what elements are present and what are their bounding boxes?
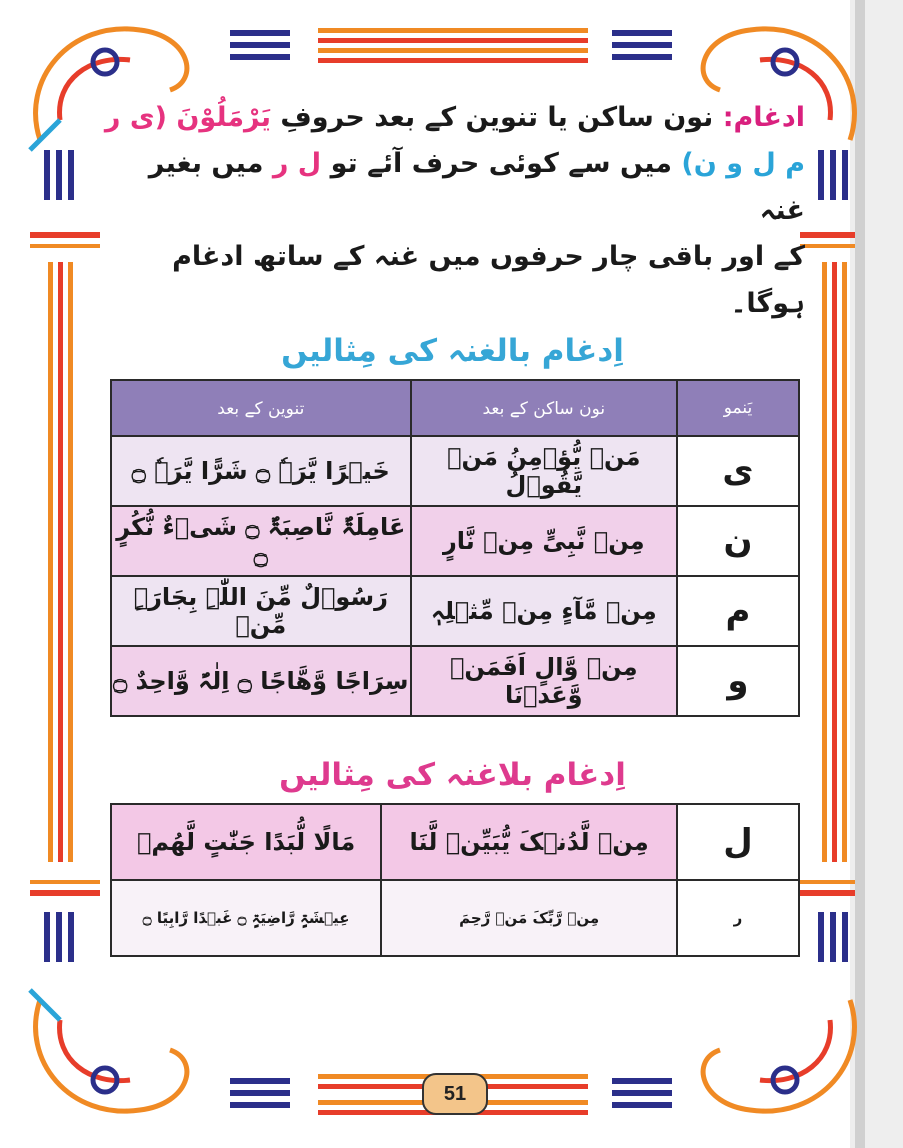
- header-tanween: تنوین کے بعد: [111, 380, 411, 436]
- right-vertical-border: [800, 150, 855, 962]
- definition-line-2: م ل و ن) میں سے کوئی حرف آئے تو ل ر میں بغیر غنہ: [148, 148, 805, 226]
- page-content: [100, 95, 805, 957]
- table-row: و مِنۡ وَّالٍ اَفَمَنۡ وَّعَدۡنَا سِرَاجًا وَّهَّاجًا ۝ اِلٰہٌ وَّاحِدٌ ۝: [111, 646, 799, 716]
- table-row: م مِنۡ مَّآءٍ مِنۡ مِّثۡلِہٖ رَسُوۡلٌ مِّنَ اللّٰہِ بِجَارَۃٍ مِّنۡ: [111, 576, 799, 646]
- top-ornament-bars: [230, 28, 672, 63]
- corner-ornament-bottom-right: [703, 1000, 854, 1111]
- idgham-definition: [100, 95, 805, 327]
- corner-ornament-bottom-left: [30, 990, 187, 1111]
- table-row: ر مِنۡ رَّبِّکَ مَنۡ رَّحِمَ عِیۡشَۃٍ رَّاضِیَۃٍ ۝ غَبۡدًا رَّابِیًا ۝: [111, 880, 799, 956]
- left-vertical-border: [30, 150, 100, 962]
- table-idgham-without-ghunna: [110, 803, 800, 957]
- heading-idgham-with-ghunna: اِدغام بالغنہ کی مِثالیں: [281, 333, 624, 370]
- term-idgham: ادغام:: [722, 102, 805, 133]
- header-letter: یَنمو: [677, 380, 799, 436]
- heading-idgham-without-ghunna: اِدغام بلاغنہ کی مِثالیں: [279, 757, 626, 794]
- definition-line-3: کے اور باقی چار حرفوں میں غنہ کے ساتھ ادغام ہوگا۔: [172, 241, 805, 319]
- page-number: 51: [422, 1073, 488, 1115]
- definition-line-1: ادغام: نون ساکن یا تنوین کے بعد حروفِ یَرْمَلُوْنَ (ی ر: [104, 102, 805, 133]
- table-header-row: [111, 380, 799, 436]
- table-idgham-with-ghunna: [110, 379, 800, 717]
- table-row: ی مَنۡ یُّؤۡمِنُ مَنۡ یَّقُوۡلُ خَیۡرًا یَّرَہٗ ۝ شَرًّا یَّرَہٗ ۝: [111, 436, 799, 506]
- header-noon-sakin: نون ساکن کے بعد: [411, 380, 677, 436]
- table-row: ن مِنۡ نَّبِیٍّ مِنۡ نَّارٍ عَامِلَۃٌ نَّاصِبَۃٌ ۝ شَیۡءٌ نُّکُرٍ ۝: [111, 506, 799, 576]
- table-row: ل مِنۡ لَّدُنۡکَ یُّبَیِّنۡ لَّنَا مَالًا لُّبَدًا جَنّٰتٍ لَّهُمۡ: [111, 804, 799, 880]
